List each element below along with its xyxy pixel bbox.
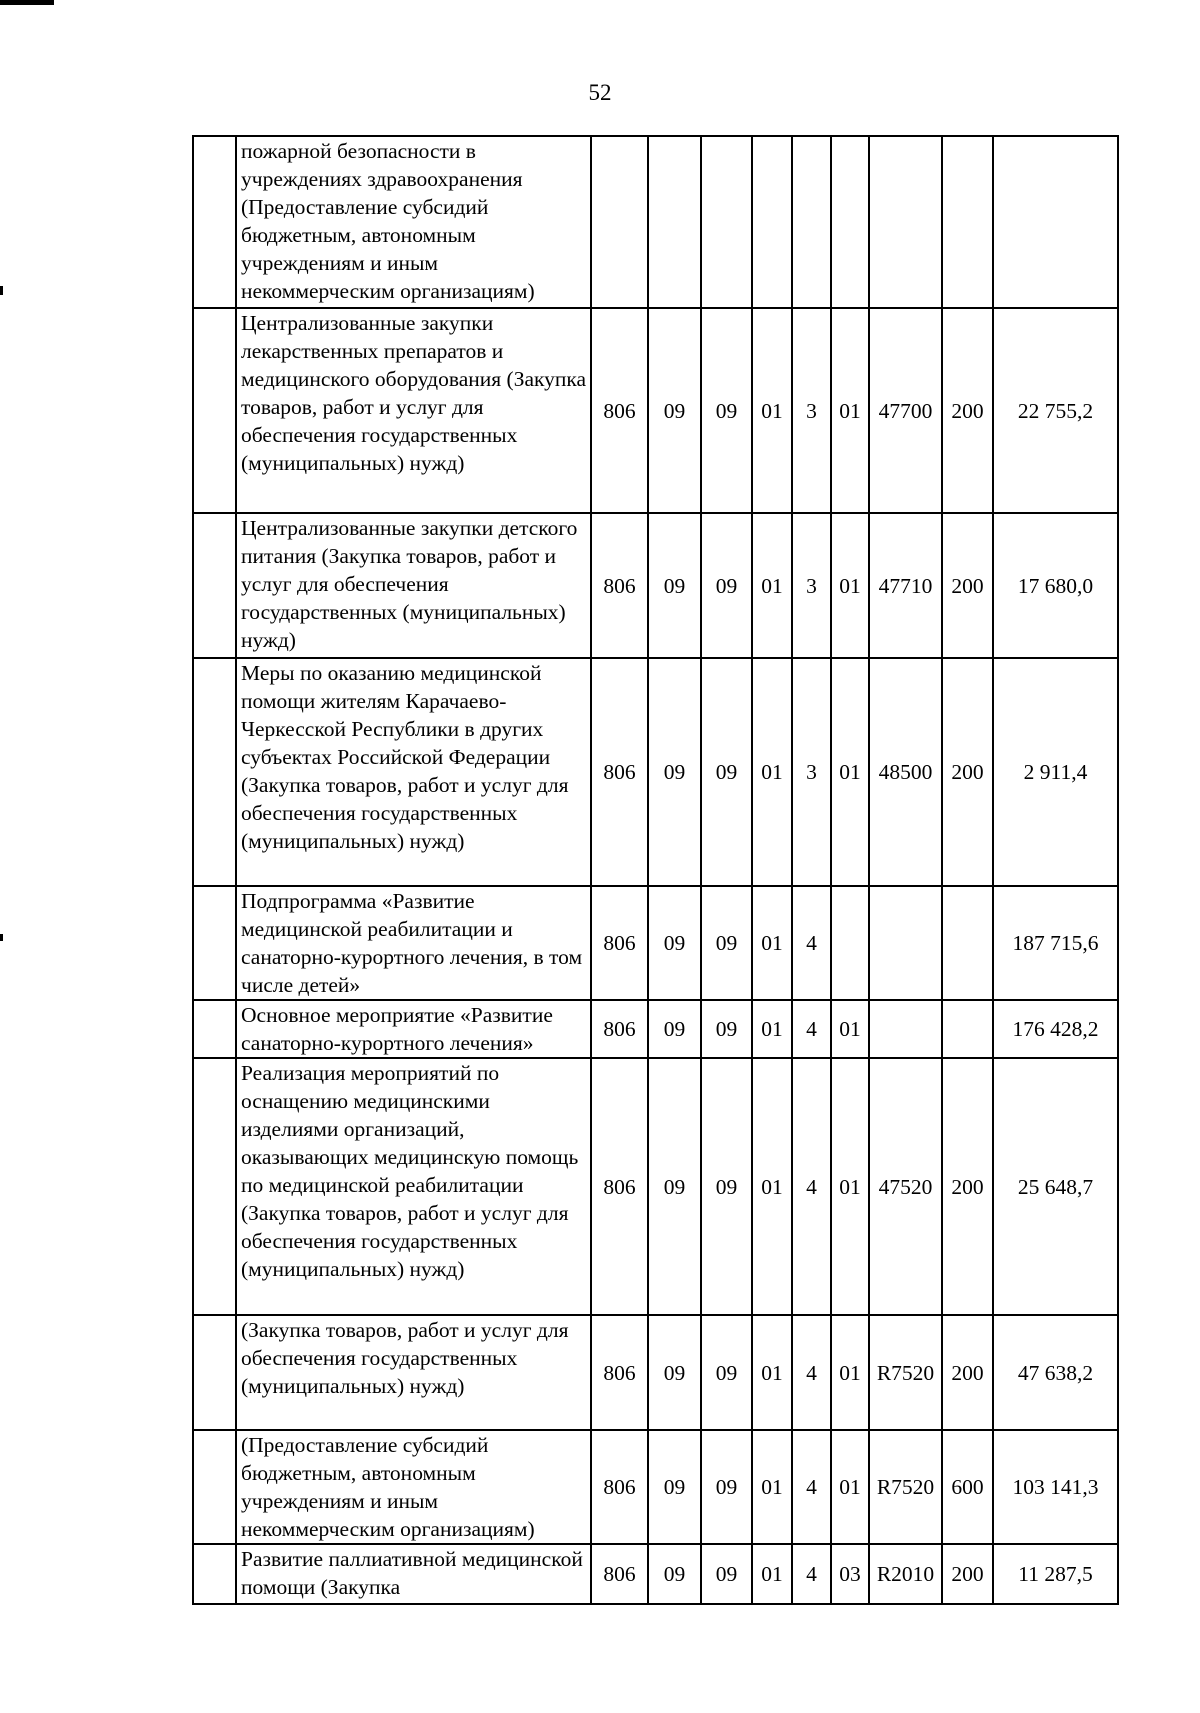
event-code-cell: 03 — [831, 1544, 869, 1604]
direction-code-cell: R7520 — [869, 1430, 942, 1544]
subsection-code-cell: 09 — [701, 1000, 752, 1058]
program-code-cell: 01 — [752, 1544, 792, 1604]
subprogram-code-cell: 4 — [792, 1544, 831, 1604]
program-code-cell — [752, 136, 792, 308]
direction-code-cell: 47520 — [869, 1058, 942, 1315]
subsection-code-cell — [701, 136, 752, 308]
ministry-code-cell: 806 — [591, 308, 648, 513]
section-code-cell: 09 — [648, 1430, 701, 1544]
amount-cell: 17 680,0 — [993, 513, 1118, 658]
row-number-cell — [193, 1315, 236, 1430]
amount-cell: 187 715,6 — [993, 886, 1118, 1000]
subsection-code-cell: 09 — [701, 513, 752, 658]
expense-type-cell: 200 — [942, 1315, 993, 1430]
subsection-code-cell: 09 — [701, 1544, 752, 1604]
ministry-code-cell: 806 — [591, 1000, 648, 1058]
table-row — [193, 658, 1118, 886]
table-row — [193, 1430, 1118, 1544]
description-cell: Централизованные закупки лекарственных препаратов и медицинского оборудования (Закупка товаров, работ и услуг для обеспечения государственных (муниципальных) нужд) — [236, 308, 591, 513]
event-code-cell: 01 — [831, 1430, 869, 1544]
program-code-cell: 01 — [752, 1430, 792, 1544]
section-code-cell: 09 — [648, 513, 701, 658]
section-code-cell: 09 — [648, 1058, 701, 1315]
program-code-cell: 01 — [752, 1315, 792, 1430]
table-row — [193, 1544, 1118, 1604]
description-cell: (Закупка товаров, работ и услуг для обеспечения государственных (муниципальных) нужд) — [236, 1315, 591, 1430]
subsection-code-cell: 09 — [701, 886, 752, 1000]
subprogram-code-cell — [792, 136, 831, 308]
direction-code-cell: R2010 — [869, 1544, 942, 1604]
program-code-cell: 01 — [752, 308, 792, 513]
row-number-cell — [193, 136, 236, 308]
ministry-code-cell: 806 — [591, 1058, 648, 1315]
event-code-cell — [831, 886, 869, 1000]
table-row — [193, 1058, 1118, 1315]
table-row — [193, 513, 1118, 658]
row-number-cell — [193, 308, 236, 513]
program-code-cell: 01 — [752, 658, 792, 886]
expense-type-cell — [942, 136, 993, 308]
description-cell: Основное мероприятие «Развитие санаторно-курортного лечения» — [236, 1000, 591, 1058]
table-row — [193, 308, 1118, 513]
program-code-cell: 01 — [752, 1000, 792, 1058]
section-code-cell: 09 — [648, 1315, 701, 1430]
section-code-cell: 09 — [648, 658, 701, 886]
description-cell: пожарной безопасности в учреждениях здравоохранения (Предоставление субсидий бюджетным, автономным учреждениям и иным некоммерческим организациям) — [236, 136, 591, 308]
row-number-cell — [193, 658, 236, 886]
expense-type-cell: 200 — [942, 308, 993, 513]
event-code-cell — [831, 136, 869, 308]
subprogram-code-cell: 4 — [792, 886, 831, 1000]
amount-cell: 25 648,7 — [993, 1058, 1118, 1315]
subsection-code-cell: 09 — [701, 1315, 752, 1430]
direction-code-cell — [869, 886, 942, 1000]
scan-edge-mark — [0, 0, 54, 5]
direction-code-cell: 47700 — [869, 308, 942, 513]
direction-code-cell — [869, 1000, 942, 1058]
table-row — [193, 136, 1118, 308]
section-code-cell — [648, 136, 701, 308]
ministry-code-cell — [591, 136, 648, 308]
ministry-code-cell: 806 — [591, 1544, 648, 1604]
description-cell: Меры по оказанию медицинской помощи жителям Карачаево-Черкесской Республики в других субъектах Российской Федерации (Закупка товаров, работ и услуг для обеспечения государственных (муниципальных) нужд) — [236, 658, 591, 886]
table-row — [193, 1315, 1118, 1430]
ministry-code-cell: 806 — [591, 1315, 648, 1430]
expense-type-cell: 200 — [942, 1058, 993, 1315]
section-code-cell: 09 — [648, 886, 701, 1000]
amount-cell: 2 911,4 — [993, 658, 1118, 886]
event-code-cell: 01 — [831, 308, 869, 513]
description-cell: Централизованные закупки детского питания (Закупка товаров, работ и услуг для обеспечения государственных (муниципальных) нужд) — [236, 513, 591, 658]
subsection-code-cell: 09 — [701, 308, 752, 513]
program-code-cell: 01 — [752, 886, 792, 1000]
description-cell: Развитие паллиативной медицинской помощи (Закупка — [236, 1544, 591, 1604]
table-row — [193, 1000, 1118, 1058]
row-number-cell — [193, 513, 236, 658]
row-number-cell — [193, 886, 236, 1000]
description-cell: Реализация мероприятий по оснащению медицинскими изделиями организаций, оказывающих медицинскую помощь по медицинской реабилитации (Закупка товаров, работ и услуг для обеспечения государственных (муниципальных) нужд) — [236, 1058, 591, 1315]
amount-cell: 176 428,2 — [993, 1000, 1118, 1058]
direction-code-cell: 47710 — [869, 513, 942, 658]
row-number-cell — [193, 1430, 236, 1544]
program-code-cell: 01 — [752, 1058, 792, 1315]
event-code-cell: 01 — [831, 1315, 869, 1430]
amount-cell: 103 141,3 — [993, 1430, 1118, 1544]
scan-edge-mark — [0, 286, 3, 295]
subprogram-code-cell: 4 — [792, 1058, 831, 1315]
subsection-code-cell: 09 — [701, 658, 752, 886]
amount-cell: 22 755,2 — [993, 308, 1118, 513]
amount-cell: 47 638,2 — [993, 1315, 1118, 1430]
amount-cell: 11 287,5 — [993, 1544, 1118, 1604]
row-number-cell — [193, 1000, 236, 1058]
direction-code-cell — [869, 136, 942, 308]
subsection-code-cell: 09 — [701, 1430, 752, 1544]
expense-type-cell: 200 — [942, 658, 993, 886]
program-code-cell: 01 — [752, 513, 792, 658]
scan-edge-mark — [0, 934, 3, 941]
subprogram-code-cell: 4 — [792, 1315, 831, 1430]
subsection-code-cell: 09 — [701, 1058, 752, 1315]
description-cell: Подпрограмма «Развитие медицинской реабилитации и санаторно-курортного лечения, в том числе детей» — [236, 886, 591, 1000]
row-number-cell — [193, 1058, 236, 1315]
event-code-cell: 01 — [831, 658, 869, 886]
subprogram-code-cell: 3 — [792, 308, 831, 513]
direction-code-cell: R7520 — [869, 1315, 942, 1430]
subprogram-code-cell: 4 — [792, 1430, 831, 1544]
expense-type-cell — [942, 1000, 993, 1058]
page-number: 52 — [588, 80, 612, 105]
event-code-cell: 01 — [831, 1000, 869, 1058]
subprogram-code-cell: 3 — [792, 658, 831, 886]
section-code-cell: 09 — [648, 1544, 701, 1604]
table-row — [193, 886, 1118, 1000]
ministry-code-cell: 806 — [591, 513, 648, 658]
subprogram-code-cell: 3 — [792, 513, 831, 658]
section-code-cell: 09 — [648, 1000, 701, 1058]
expense-type-cell — [942, 886, 993, 1000]
expense-type-cell: 600 — [942, 1430, 993, 1544]
direction-code-cell: 48500 — [869, 658, 942, 886]
amount-cell — [993, 136, 1118, 308]
budget-table — [192, 135, 1119, 1605]
budget-table-body — [193, 136, 1118, 1604]
ministry-code-cell: 806 — [591, 658, 648, 886]
ministry-code-cell: 806 — [591, 886, 648, 1000]
expense-type-cell: 200 — [942, 1544, 993, 1604]
row-number-cell — [193, 1544, 236, 1604]
event-code-cell: 01 — [831, 1058, 869, 1315]
ministry-code-cell: 806 — [591, 1430, 648, 1544]
description-cell: (Предоставление субсидий бюджетным, автономным учреждениям и иным некоммерческим организациям) — [236, 1430, 591, 1544]
subprogram-code-cell: 4 — [792, 1000, 831, 1058]
event-code-cell: 01 — [831, 513, 869, 658]
section-code-cell: 09 — [648, 308, 701, 513]
expense-type-cell: 200 — [942, 513, 993, 658]
